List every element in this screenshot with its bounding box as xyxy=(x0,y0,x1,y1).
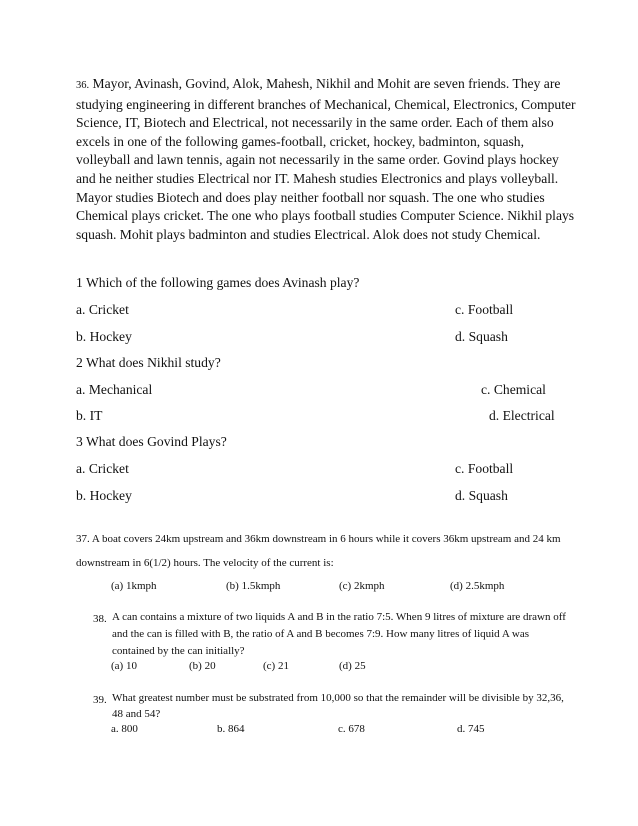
question-38-option-a: (a) 10 xyxy=(111,660,137,672)
subquestion-3-option-c: c. Football xyxy=(455,461,514,476)
question-37-paragraph xyxy=(76,527,576,575)
subquestion-2-option-d: d. Electrical xyxy=(489,408,555,423)
subquestion-2-option-b: b. IT xyxy=(76,408,103,423)
question-38-option-d: (d) 25 xyxy=(339,660,366,672)
question-38-number: 38. xyxy=(93,613,107,625)
subquestion-1-option-d: d. Squash xyxy=(455,329,508,344)
subquestion-1-text: 1 Which of the following games does Avinash play? xyxy=(76,275,360,290)
subquestion-1-option-b: b. Hockey xyxy=(76,329,132,344)
question-39-number: 39. xyxy=(93,694,107,706)
subquestion-1-option-c: c. Football xyxy=(455,302,514,317)
subquestion-3-text: 3 What does Govind Plays? xyxy=(76,434,227,449)
subquestion-2-option-a: a. Mechanical xyxy=(76,382,153,397)
question-38-text: A can contains a mixture of two liquids A and B in the ratio 7:5. When 9 litres of mixture are drawn off and the can is filled with B, the ratio of A and B becomes 7:9. How many litres of liquid A was contained by the can initially? xyxy=(112,611,566,657)
subquestion-2-text: 2 What does Nikhil study? xyxy=(76,355,221,370)
question-36-number: 36. xyxy=(76,80,90,91)
subquestion-3-option-d: d. Squash xyxy=(455,488,508,503)
question-39-text: What greatest number must be substrated from 10,000 so that the remainder will be divisible by 32,36, 48 and 54? xyxy=(112,692,564,720)
question-39-option-c: c. 678 xyxy=(338,723,365,735)
question-39-option-d: d. 745 xyxy=(457,723,485,735)
question-38-option-c: (c) 21 xyxy=(263,660,289,672)
question-39-option-a: a. 800 xyxy=(111,723,138,735)
question-37-text: A boat covers 24km upstream and 36km downstream in 6 hours while it covers 36km upstream and 24 km downstream in 6(1/2) hours. The velocity of the current is: xyxy=(76,533,561,569)
subquestion-3-option-a: a. Cricket xyxy=(76,461,129,476)
question-36-text: Mayor, Avinash, Govind, Alok, Mahesh, Nikhil and Mohit are seven friends. They are studying engineering in different branches of Mechanical, Chemical, Electronics, Computer Science, IT, Biotech and Electrical, not necessarily in the same order. Each of them also excels in one of the following games-football, cricket, hockey, badminton, squash, volleyball and lawn tennis, again not necessarily in the same order. Govind plays hockey and he neither studies Electrical nor IT. Mahesh studies Electronics and plays volleyball. Mayor studies Biotech and does play neither football nor squash. The one who studies Chemical plays cricket. The one who plays football studies Computer Science. Nikhil plays squash. Mohit plays badminton and studies Electrical. Alok does not study Chemical. xyxy=(76,76,576,242)
question-37-option-c: (c) 2kmph xyxy=(339,580,385,592)
question-37-option-a: (a) 1kmph xyxy=(111,580,157,592)
question-37-option-d: (d) 2.5kmph xyxy=(450,580,505,592)
question-37-number: 37. xyxy=(76,533,90,545)
question-36-paragraph xyxy=(76,75,576,244)
question-37-option-b: (b) 1.5kmph xyxy=(226,580,281,592)
subquestion-3-option-b: b. Hockey xyxy=(76,488,132,503)
subquestion-2-option-c: c. Chemical xyxy=(481,382,546,397)
subquestion-1-option-a: a. Cricket xyxy=(76,302,129,317)
question-39-option-b: b. 864 xyxy=(217,723,245,735)
question-38-option-b: (b) 20 xyxy=(189,660,216,672)
